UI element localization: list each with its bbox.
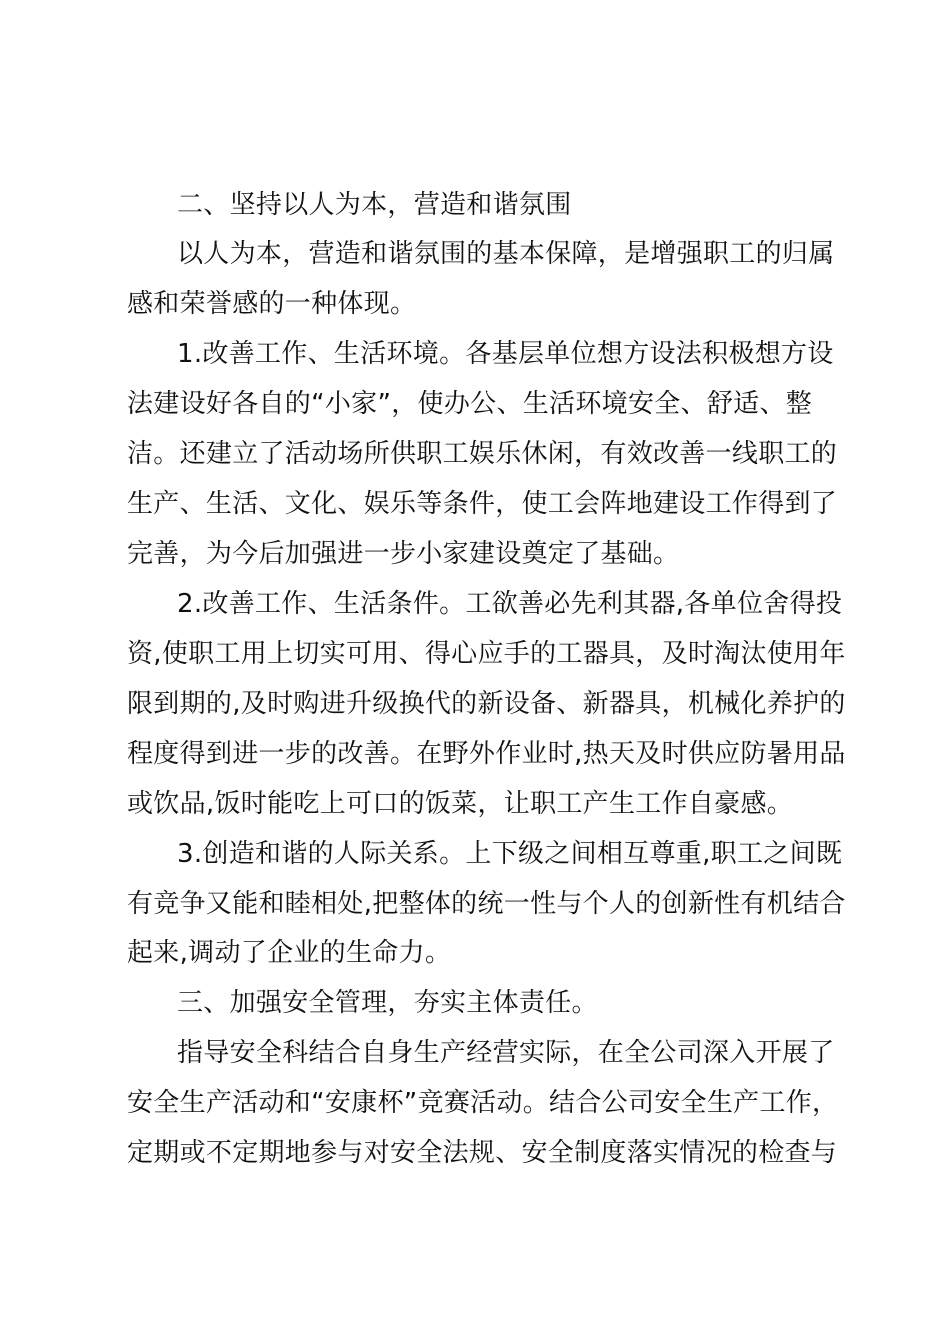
section-heading-2: 二、坚持以人为本，营造和谐氛围 bbox=[177, 190, 572, 220]
paragraph-line: 1.改善工作、生活环境。各基层单位想方设法积极想方设 bbox=[177, 339, 834, 369]
paragraph-line: 指导安全科结合自身生产经营实际，在全公司深入开展了 bbox=[177, 1038, 835, 1068]
paragraph-line: 完善，为今后加强进一步小家建设奠定了基础。 bbox=[127, 539, 680, 569]
paragraph-line: 有竞争又能和睦相处,把整体的统一性与个人的创新性有机结合 bbox=[127, 889, 846, 919]
paragraph-line: 洁。还建立了活动场所供职工娱乐休闲，有效改善一线职工的 bbox=[127, 439, 838, 469]
paragraph-line: 安全生产活动和“安康杯”竞赛活动。结合公司安全生产工作， bbox=[127, 1088, 839, 1118]
paragraph-line: 程度得到进一步的改善。在野外作业时,热天及时供应防暑用品 bbox=[127, 739, 846, 769]
paragraph-line: 以人为本，营造和谐氛围的基本保障，是增强职工的归属 bbox=[177, 239, 835, 269]
paragraph-line: 资,使职工用上切实可用、得心应手的工器具，及时淘汰使用年 bbox=[127, 639, 846, 669]
paragraph-line: 定期或不定期地参与对安全法规、安全制度落实情况的检查与 bbox=[127, 1138, 838, 1168]
paragraph-line: 限到期的,及时购进升级换代的新设备、新器具，机械化养护的 bbox=[127, 689, 846, 719]
paragraph-line: 起来,调动了企业的生命力。 bbox=[127, 938, 452, 968]
paragraph-line: 法建设好各自的“小家”，使办公、生活环境安全、舒适、整 bbox=[127, 389, 813, 419]
paragraph-line: 3.创造和谐的人际关系。上下级之间相互尊重,职工之间既 bbox=[177, 839, 843, 869]
paragraph-line: 或饮品,饭时能吃上可口的饭菜，让职工产生工作自豪感。 bbox=[127, 789, 794, 819]
paragraph-line: 2.改善工作、生活条件。工欲善必先利其器,各单位舍得投 bbox=[177, 589, 843, 619]
paragraph-line: 生产、生活、文化、娱乐等条件，使工会阵地建设工作得到了 bbox=[127, 489, 838, 519]
section-heading-3: 三、加强安全管理，夯实主体责任。 bbox=[177, 988, 598, 1018]
paragraph-line: 感和荣誉感的一种体现。 bbox=[127, 289, 417, 319]
